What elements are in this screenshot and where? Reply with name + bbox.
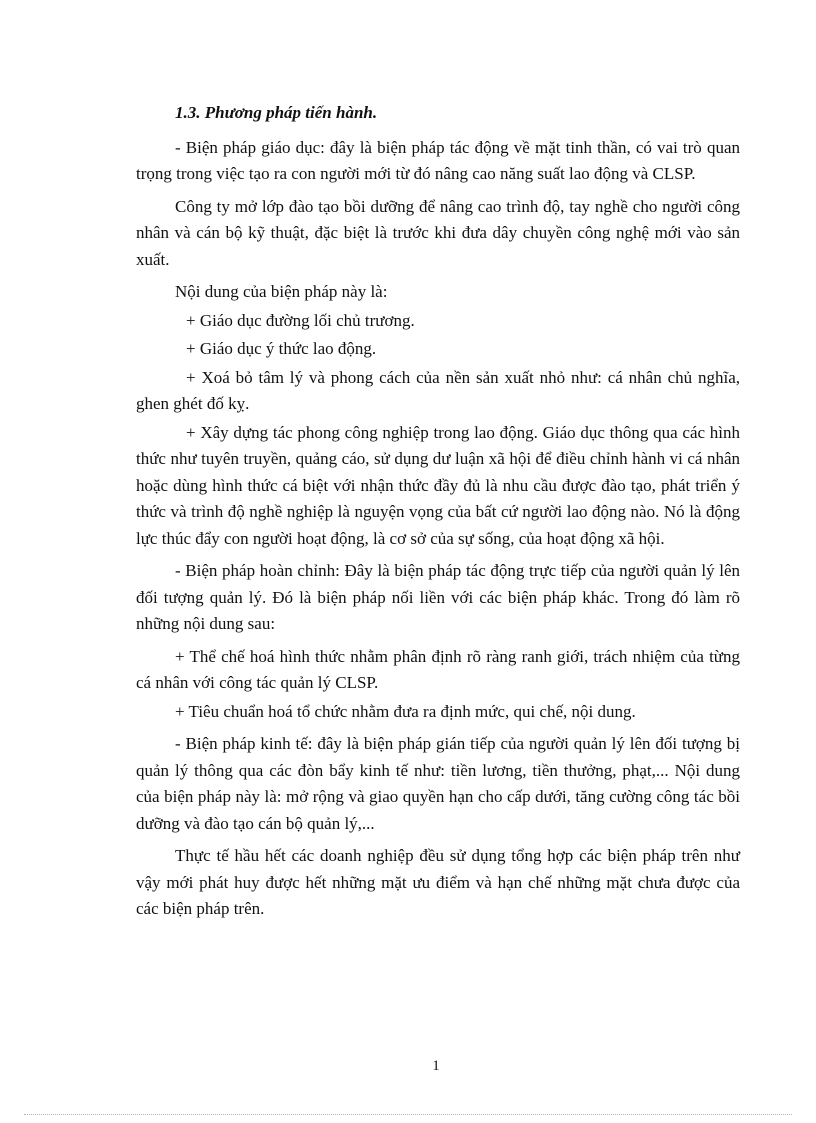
paragraph-education-method: - Biện pháp giáo dục: đây là biện pháp tác động về mặt tinh thần, có vai trò quan trọng trong việc tạo ra con người mới từ đó nâng cao năng suất lao động và CLSP. (136, 137, 740, 183)
section-heading: 1.3. Phương pháp tiến hành. (175, 103, 378, 122)
paragraph-complete-method: - Biện pháp hoàn chỉnh: Đây là biện pháp tác động trực tiếp của người quản lý lên đối tượng quản lý. Đó là biện pháp nối liền với các biện pháp khác. Trong đó làm rõ những nội dung sau: (136, 561, 740, 633)
page-body (136, 100, 740, 929)
list-item-industrial-style: + Xây dựng tác phong công nghiệp trong lao động. Giáo dục thông qua các hình thức như tuyên truyền, quảng cáo, sử dụng dư luận xã hội để điều chỉnh hành vi cá nhân hoặc dùng hình thức cá biệt với nhận thức đầy đủ là nhu cầu được đào tạo, phát triển ý thức và trình độ nghề nghiệp là nguyện vọng của bất cứ người lao động nào. Nó là động lực thúc đẩy con người hoạt động, là cơ sở của sự sống, của hoạt động xã hội. (136, 422, 740, 548)
paragraph-standardize: + Tiêu chuẩn hoá tổ chức nhằm đưa ra định mức, qui chế, nội dung. (175, 701, 636, 721)
paragraph-institutionalize: + Thể chế hoá hình thức nhằm phân định rõ ràng ranh giới, trách nhiệm của từng cá nhân với công tác quản lý CLSP. (136, 646, 740, 692)
paragraph-economic-method: - Biện pháp kinh tế: đây là biện pháp gián tiếp của người quản lý lên đối tượng bị quản lý thông qua các đòn bẩy kinh tế như: tiền lương, tiền thưởng, phạt,... Nội dung của biện pháp này là: mở rộng và giao quyền hạn cho cấp dưới, tăng cường công tác bồi dưỡng và đào tạo cán bộ quản lý,... (136, 734, 740, 833)
paragraph-conclusion: Thực tế hầu hết các doanh nghiệp đều sử dụng tổng hợp các biện pháp trên như vậy mới phát huy được hết những mặt ưu điểm và hạn chế những mặt chưa được của các biện pháp trên. (136, 846, 740, 918)
footer-divider (24, 1114, 792, 1115)
list-item-policy-education: + Giáo dục đường lối chủ trương. (186, 310, 415, 330)
paragraph-content-intro: Nội dung của biện pháp này là: (175, 282, 388, 301)
paragraph-training: Công ty mở lớp đào tạo bồi dưỡng để nâng cao trình độ, tay nghề cho người công nhân và cán bộ kỹ thuật, đặc biệt là trước khi đưa dây chuyền công nghệ mới vào sản xuất. (136, 196, 740, 269)
page-number: 1 (432, 1058, 440, 1074)
list-item-labor-awareness: + Giáo dục ý thức lao động. (186, 339, 377, 358)
list-item-remove-mindset: + Xoá bỏ tâm lý và phong cách của nền sản xuất nhỏ như: cá nhân chủ nghĩa, ghen ghét đố kỵ. (136, 367, 740, 413)
